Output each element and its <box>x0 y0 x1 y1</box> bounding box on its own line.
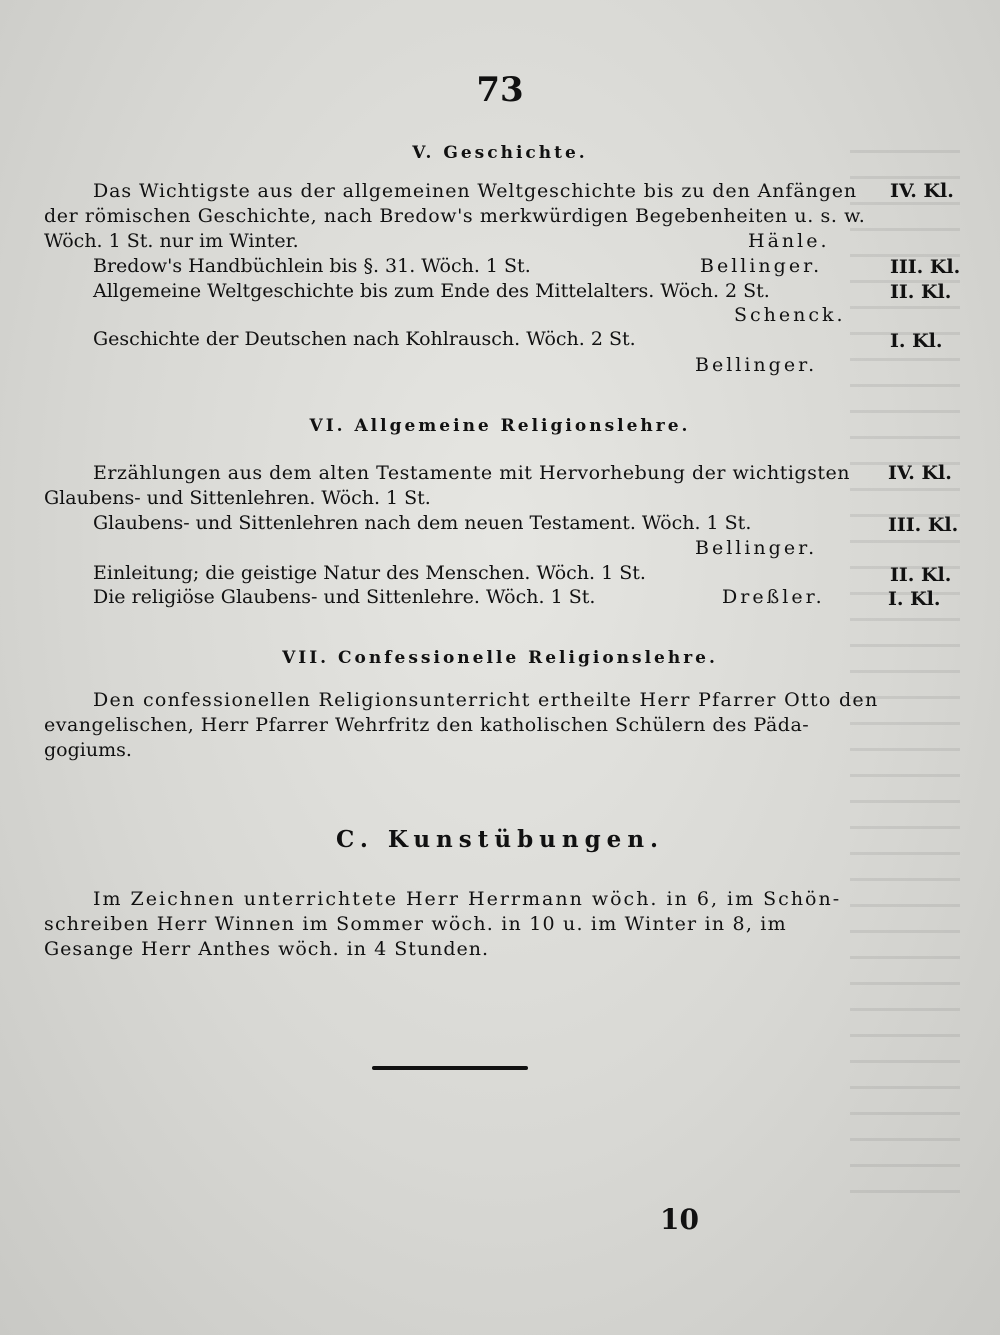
section-v-teacher-6: Schenck. <box>734 304 846 326</box>
section-v-teacher-8: Bellinger. <box>695 354 818 376</box>
section-vi-line-5: Einleitung; die geistige Natur des Menschen. Wöch. 1 St. <box>93 562 646 584</box>
section-vii-line-1: Den confessionellen Religionsunterricht ertheilte Herr Pfarrer Otto den <box>93 689 879 711</box>
page-number: 73 <box>476 70 524 110</box>
section-v-line-5: Allgemeine Weltgeschichte bis zum Ende des Mittelalters. Wöch. 2 St. <box>93 280 770 302</box>
section-vii-line-3: gogiums. <box>44 739 132 761</box>
section-c-line-2: schreiben Herr Winnen im Sommer wöch. in 10 u. im Winter in 8, im <box>44 913 787 935</box>
section-vi-line-6: Die religiöse Glaubens- und Sittenlehre. Wöch. 1 St. <box>93 586 596 608</box>
section-v-line-7: Geschichte der Deutschen nach Kohlrausch. Wöch. 2 St. <box>93 328 636 350</box>
section-v-class-7: I. Kl. <box>890 330 943 352</box>
section-vii-line-2: evangelischen, Herr Pfarrer Wehrfritz den katholischen Schülern des Päda- <box>44 714 810 736</box>
section-vi-line-2: Glaubens- und Sittenlehren. Wöch. 1 St. <box>44 487 431 509</box>
section-v-line-3: Wöch. 1 St. nur im Winter. <box>44 230 299 252</box>
section-c-line-1: Im Zeichnen unterrichtete Herr Herrmann wöch. in 6, im Schön- <box>93 888 842 910</box>
signature-mark: 10 <box>660 1203 699 1236</box>
section-vi-class-6: I. Kl. <box>888 588 941 610</box>
section-vi-teacher-4: Bellinger. <box>695 537 818 559</box>
section-vi-line-3: Glaubens- und Sittenlehren nach dem neuen Testament. Wöch. 1 St. <box>93 512 752 534</box>
section-v-line-2: der römischen Geschichte, nach Bredow's merkwürdigen Begebenheiten u. s. w. <box>44 205 866 227</box>
section-vi-class-5: II. Kl. <box>890 564 952 586</box>
section-vi-class-3: III. Kl. <box>888 514 959 536</box>
section-v-class-4: III. Kl. <box>890 256 961 278</box>
closing-rule <box>372 1066 528 1070</box>
section-v-teacher-4: Bellinger. <box>700 255 823 277</box>
section-vi-teacher-6: Dreßler. <box>722 586 825 608</box>
section-v-line-1: Das Wichtigste aus der allgemeinen Weltgeschichte bis zu den Anfängen <box>93 180 858 202</box>
bleed-through-shadow <box>850 150 960 1200</box>
section-vi-heading: VI. Allgemeine Religionslehre. <box>309 416 691 436</box>
section-v-class-5: II. Kl. <box>890 281 952 303</box>
section-vi-line-1: Erzählungen aus dem alten Testamente mit Hervorhebung der wichtigsten <box>93 462 850 484</box>
section-vii-heading: VII. Confessionelle Religionslehre. <box>282 648 718 668</box>
section-v-heading: V. Geschichte. <box>412 143 588 163</box>
section-v-class-1: IV. Kl. <box>890 180 954 202</box>
section-v-line-4: Bredow's Handbüchlein bis §. 31. Wöch. 1 St. <box>93 255 531 277</box>
section-v-teacher-3: Hänle. <box>748 230 830 252</box>
section-vi-class-1: IV. Kl. <box>888 462 952 484</box>
section-c-line-3: Gesange Herr Anthes wöch. in 4 Stunden. <box>44 938 490 960</box>
section-c-heading: C. Kunstübungen. <box>335 826 665 853</box>
